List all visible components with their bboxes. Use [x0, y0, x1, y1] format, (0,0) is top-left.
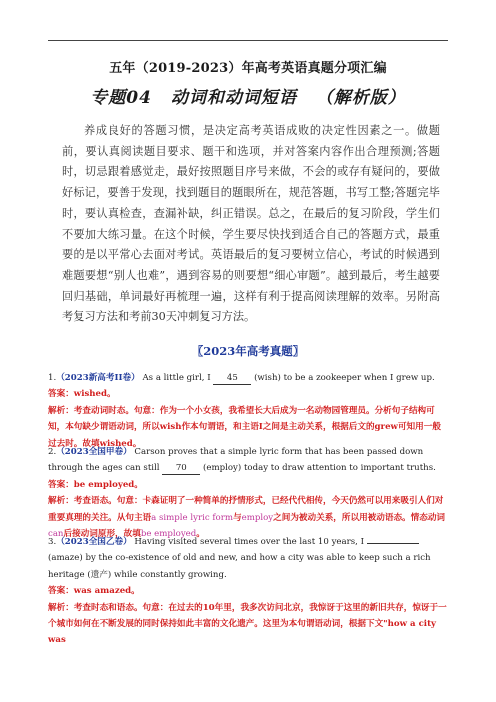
question-number: 1. [48, 373, 57, 383]
question-2-answer [48, 477, 448, 493]
explanation-text: 之间为被动关系，所以用被动语态。情态动词 [273, 512, 446, 523]
question-1-stem [48, 370, 448, 386]
explanation-text: 与 [233, 512, 242, 523]
question-2-stem [48, 444, 448, 477]
question-number: 3. [48, 537, 57, 547]
question-text: Having visited several times over the last 10 years, I [134, 537, 365, 547]
explanation-label: 解析： [48, 405, 74, 416]
section-heading: 〖2023年高考真题〗 [191, 344, 305, 358]
question-text: (employ) today to draw attention to important truths. [203, 463, 436, 474]
subtitle-edition: （解析版） [315, 88, 406, 108]
explanation-text: 考查语态。句意：卡森证明了一种简单的抒情形式，已经代代相传，今天仍然可以用来吸引人们对重要真理的关注。从句主语 [48, 496, 444, 523]
answer-label: 答案： [48, 479, 74, 490]
subtitle-name: 动词和动词短语 [170, 88, 297, 108]
question-3-stem [48, 534, 448, 583]
question-3-explanation [48, 600, 448, 649]
question-source: （2023全国甲卷） [56, 447, 132, 457]
answer-text: be employed。 [73, 479, 143, 490]
explanation-label: 解析： [48, 602, 74, 613]
intro-paragraph: 养成良好的答题习惯，是决定高考英语成败的决定性因素之一。做题前，要认真阅读题目要求、题干和选项，并对答案内容作出合理预测;答题时，切忌跟着感觉走，最好按照题目序号来做，不会的或存有疑问的，要做好标记，要善于发现，找到题目的题眼所在，规范答题，书写工整;答题完毕时，要认真检查，查漏补缺，纠正错误。总之，在最后的复习阶段，学生们不要加大练习量。在这个时候，学生要尽快找到适合自己的答题方式，最重要的是以平常心去面对考试。英语最后的复习要树立信心，考试的时候遇到难题要想“别人也难”，遇到容易的则要想“细心审题”。越到最后，考生越要回归基础，单词最好再梳理一遍，这样有利于提高阅读理解的效率。另附高考复习方法和考前30天冲刺复习方法。 [62, 124, 440, 324]
question-text: Carson proves that a simple lyric form that has been passed down through the ages can still [48, 447, 424, 474]
question-2 [48, 444, 448, 542]
question-text: (wish) to be a zookeeper when I grew up. [254, 373, 435, 383]
question-number: 2. [48, 447, 57, 457]
question-source: （2023新高考II卷） [56, 373, 140, 383]
answer-label: 答案： [48, 586, 74, 597]
answer-blank: 70 [162, 463, 200, 475]
answer-blank: 45 [213, 373, 251, 385]
question-1-answer [48, 386, 448, 402]
answer-text: wished。 [73, 389, 116, 400]
document-subtitle [0, 83, 496, 108]
question-3-answer [48, 583, 448, 599]
explanation-text: 。 [196, 529, 205, 540]
explanation-term: be employed [140, 529, 197, 540]
document-title: 五年（2019-2023）年高考英语真题分项汇编 [109, 61, 387, 76]
explanation-term: employ [241, 512, 274, 523]
answer-blank [367, 543, 419, 544]
explanation-text: 考查动词时态。句意：作为一个小女孩，我希望长大后成为一名动物园管理员。分析句子结构可知，本句缺少谓语动词，所以wish作本句谓语，和主语I之间是主动关系，根据后文的grew可知用一般过去时。故填wished。 [48, 405, 441, 449]
explanation-text: 后接动词原形，故填 [63, 529, 141, 540]
top-rule [48, 40, 448, 41]
explanation-term: can [48, 529, 64, 540]
explanation-term: a simple lyric form [151, 512, 233, 523]
question-text: As a little girl, I [142, 373, 211, 383]
answer-text: was amazed。 [73, 586, 140, 597]
question-3 [48, 534, 448, 649]
answer-label: 答案： [48, 389, 74, 400]
explanation-label: 解析： [48, 496, 74, 507]
explanation-text: 考查时态和语态。句意：在过去的10年里，我多次访问北京，我惊讶于这里的新旧共存，惊讶于一个城市如何在不断发展的同时保持如此丰富的文化遗产。这里为本句谓语动词，根据下文"how a city was [48, 602, 447, 646]
subtitle-topic: 专题04 [90, 88, 152, 108]
question-text: (amaze) by the co-existence of old and new, and how a city was able to keep such a rich heritage (遗产) while constantly growing. [48, 553, 431, 580]
question-1 [48, 370, 448, 452]
question-source: （2023全国乙卷） [56, 537, 132, 547]
